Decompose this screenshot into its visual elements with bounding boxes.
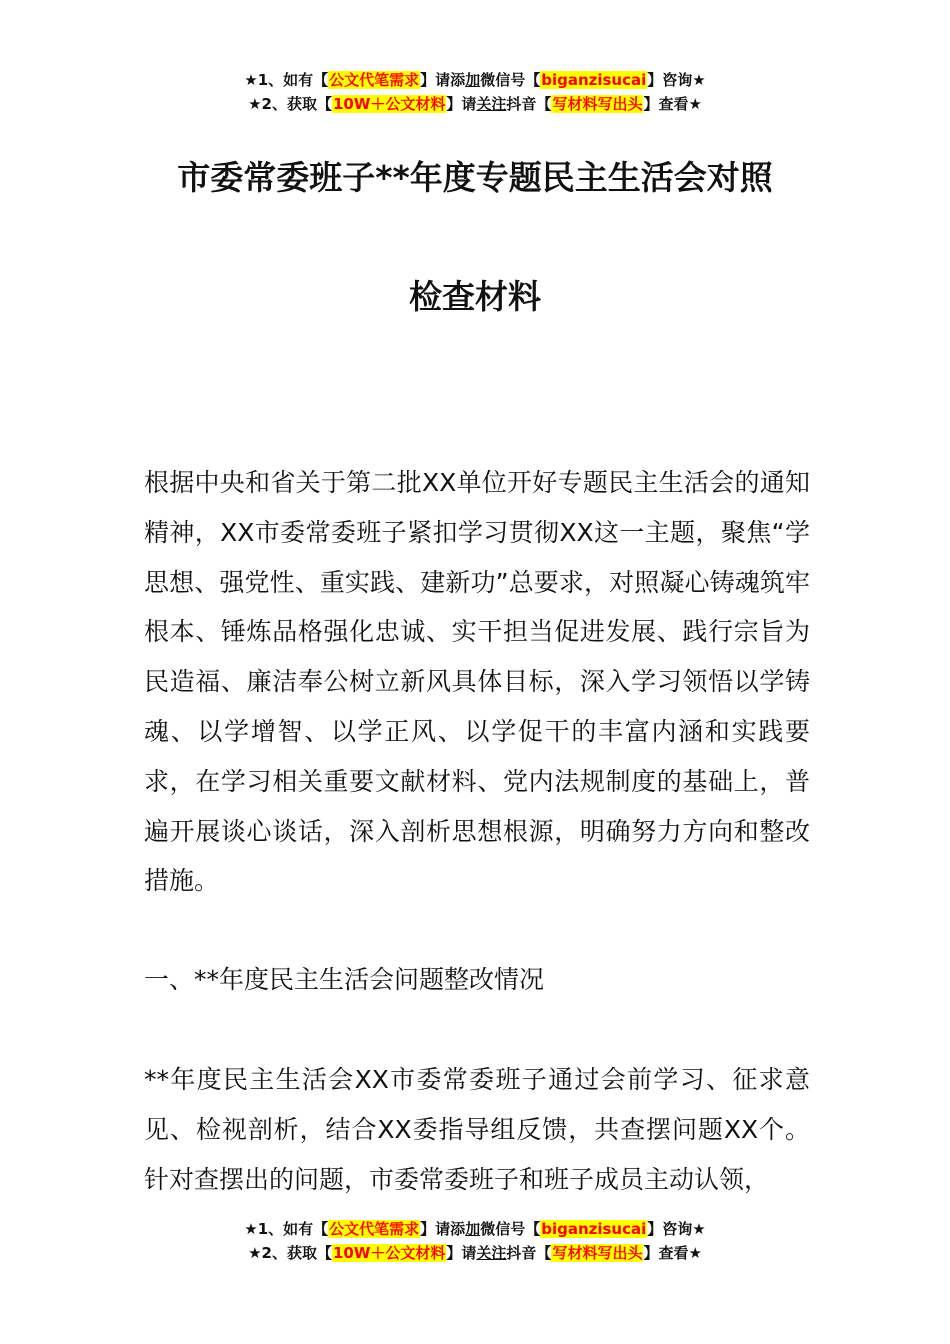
- notice-text: 】请: [446, 95, 477, 113]
- notice-highlight: biganzisucai: [541, 1220, 647, 1238]
- notice-underlined-text: 加: [465, 71, 481, 89]
- notice-text: ★1、如有【: [244, 1220, 329, 1238]
- notice-text: 】请添: [420, 71, 466, 89]
- notice-text: 抖音【: [506, 1244, 552, 1262]
- notice-underlined-text: 加: [465, 1220, 481, 1238]
- section-paragraph: **年度民主生活会XX市委常委班子通过会前学习、征求意见、检视剖析，结合XX委指导组反馈，共查摆问题XX个。针对查摆出的问题，市委常委班子和班子成员主动认领，: [144, 1065, 810, 1194]
- notice-text: 微信号【: [480, 71, 541, 89]
- notice-highlight: 写材料写出头: [552, 95, 643, 113]
- notice-highlight: 公文代笔需求: [329, 71, 420, 89]
- notice-text: ★2、获取【: [248, 1244, 332, 1262]
- document-title-line-1: 市委常委班子**年度专题民主生活会对照: [177, 158, 773, 197]
- promo-notice-bottom: [0, 1217, 950, 1265]
- notice-line-1: [0, 68, 950, 92]
- notice-highlight: 10W＋公文材料: [332, 95, 446, 113]
- notice-text: 】查看★: [643, 1244, 702, 1262]
- notice-text: 】查看★: [643, 95, 702, 113]
- notice-line-2: [0, 1241, 950, 1265]
- section-heading: 一、**年度民主生活会问题整改情况: [144, 965, 545, 994]
- notice-text: ★1、如有【: [244, 71, 329, 89]
- notice-text: 】咨询★: [647, 1220, 706, 1238]
- document-title-line-2: 检查材料: [409, 277, 541, 316]
- notice-highlight: biganzisucai: [541, 71, 647, 89]
- notice-text: 】请添: [420, 1220, 466, 1238]
- notice-highlight: 10W＋公文材料: [332, 1244, 446, 1262]
- notice-highlight: 写材料写出头: [552, 1244, 643, 1262]
- notice-text: 抖音【: [506, 95, 552, 113]
- intro-paragraph: 根据中央和省关于第二批XX单位开好专题民主生活会的通知精神，XX市委常委班子紧扣学习贯彻XX这一主题，聚焦“学思想、强党性、重实践、建新功”总要求，对照凝心铸魂筑牢根本、锤炼品格强化忠诚、实干担当促进发展、践行宗旨为民造福、廉洁奉公树立新风具体目标，深入学习领悟以学铸魂、以学增智、以学正风、以学促干的丰富内涵和实践要求，在学习相关重要文献材料、党内法规制度的基础上，普遍开展谈心谈话，深入剖析思想根源，明确努力方向和整改措施。: [144, 468, 810, 896]
- notice-text: 】请: [446, 1244, 477, 1262]
- notice-highlight: 公文代笔需求: [329, 1220, 420, 1238]
- notice-text: ★2、获取【: [248, 95, 332, 113]
- notice-line-2: [0, 92, 950, 116]
- notice-text: 微信号【: [480, 1220, 541, 1238]
- notice-underlined-text: 关注: [476, 95, 507, 113]
- notice-text: 】咨询★: [647, 71, 706, 89]
- promo-notice-top: [0, 68, 950, 116]
- notice-underlined-text: 关注: [476, 1244, 507, 1262]
- notice-line-1: [0, 1217, 950, 1241]
